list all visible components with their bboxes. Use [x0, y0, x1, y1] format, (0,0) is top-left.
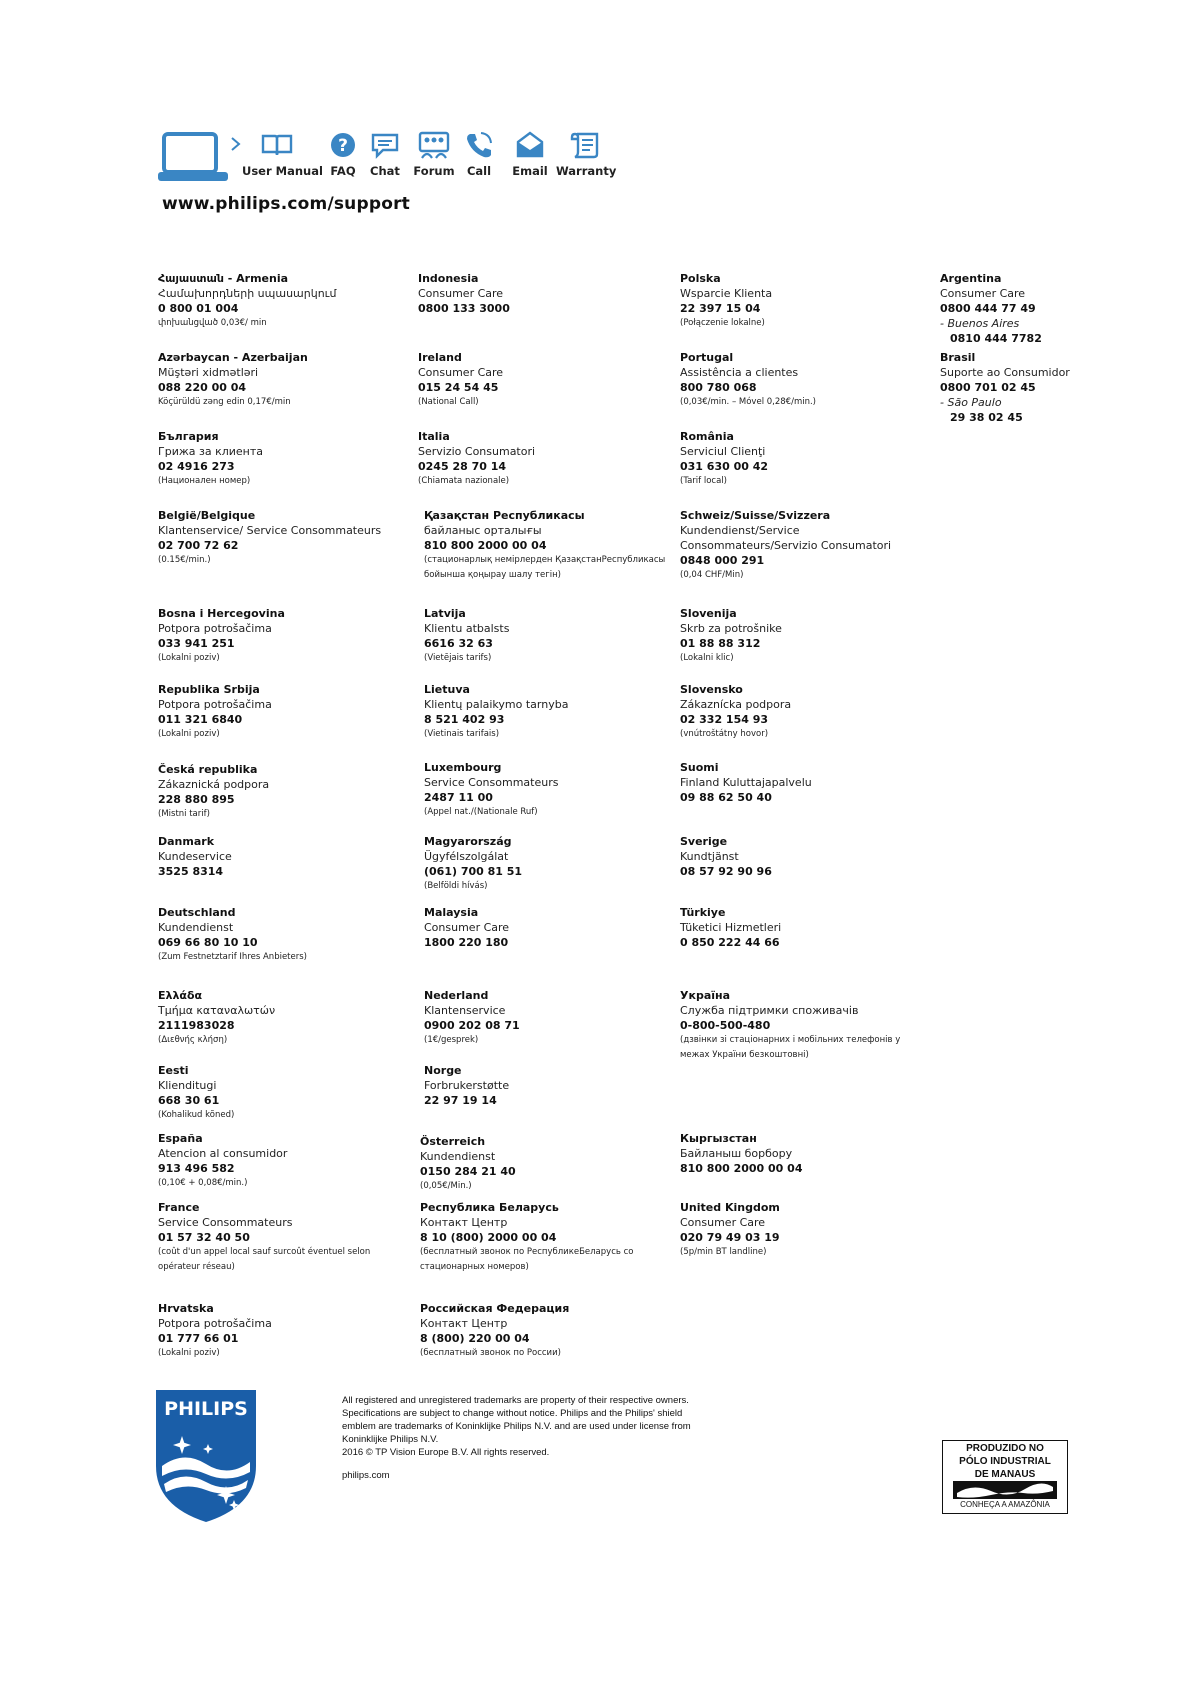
contact-phone-number[interactable]: 0800 444 77 49 [940, 302, 1036, 315]
contact-service: Assistência a clientes [680, 366, 799, 379]
contact-entry [158, 1131, 408, 1191]
legal-line: 2016 © TP Vision Europe B.V. All rights reserved. [342, 1447, 550, 1458]
contact-phone-number[interactable]: 01 57 32 40 50 [158, 1231, 250, 1244]
amazon-wave-emblem [953, 1481, 1057, 1499]
contact-tariff: (дзвінки зі стаціонарних і мобільних телефонів у межах України безкоштовні) [680, 1035, 901, 1060]
support-url-link[interactable]: www.philips.com/support [162, 194, 411, 214]
contact-tariff: (5p/min BT landline) [680, 1247, 767, 1257]
contact-phone-number[interactable]: 8 (800) 220 00 04 [420, 1332, 530, 1345]
contact-country: Polska [680, 272, 721, 285]
contact-service: Atencion al consumidor [158, 1147, 288, 1160]
contact-tariff: (Belföldi hívás) [424, 881, 488, 891]
nav-faq[interactable] [326, 130, 360, 178]
contact-service: Ügyfélszolgálat [424, 850, 509, 863]
contact-country: Magyarország [424, 835, 512, 848]
contact-country: Lietuva [424, 683, 470, 696]
contact-phone-number[interactable]: 0810 444 7782 [950, 332, 1042, 345]
contact-phone-number[interactable]: 810 800 2000 00 04 [424, 539, 547, 552]
contact-tariff: (Vietinais tarifais) [424, 729, 500, 739]
email-icon [515, 130, 545, 160]
contact-country: Slovenija [680, 607, 737, 620]
contact-phone-number[interactable]: 0 850 222 44 66 [680, 936, 780, 949]
legal-line: Koninklijke Philips N.V. [342, 1434, 439, 1445]
contact-country: Argentina [940, 272, 1002, 285]
contact-country: Luxembourg [424, 761, 502, 774]
contact-phone-number[interactable]: 015 24 54 45 [418, 381, 499, 394]
contact-tariff: փոխանցված 0,03€/ min [158, 318, 267, 328]
philips-site-link[interactable]: philips.com [342, 1470, 390, 1481]
contact-phone-number[interactable]: 020 79 49 03 19 [680, 1231, 780, 1244]
contact-service: Consumer Care [940, 287, 1026, 300]
contact-service: Wsparcie Klienta [680, 287, 773, 300]
contact-entry [158, 508, 408, 568]
contact-service: Tüketici Hizmetleri [680, 921, 782, 934]
contact-country: Ελλάδα [158, 989, 203, 1002]
contact-tariff: (Mistni tarif) [158, 809, 210, 819]
contact-country: Україна [680, 989, 731, 1002]
contact-service: Служба підтримки споживачів [680, 1004, 859, 1017]
contact-country: Eesti [158, 1064, 189, 1077]
contact-service: Serviciul Clienţi [680, 445, 766, 458]
contact-tariff: (Appel nat./(Nationale Ruf) [424, 807, 538, 817]
contact-service: Контакт Центр [420, 1317, 508, 1330]
contact-service: Potpora potrošačima [158, 1317, 272, 1330]
contact-country: Azərbaycan - Azerbaijan [158, 351, 308, 364]
manaus-line: PRODUZIDO NO [966, 1443, 1044, 1454]
contact-entry [680, 271, 930, 331]
contact-entry [420, 1134, 670, 1194]
contact-country: Nederland [424, 989, 489, 1002]
contact-entry [418, 271, 668, 316]
contact-entry [420, 1200, 670, 1275]
contact-service: Klientu atbalsts [424, 622, 510, 635]
nav-label: Forum [413, 164, 455, 178]
contact-service: Klantenservice/ Service Consommateurs [158, 524, 382, 537]
contact-entry [158, 988, 408, 1048]
contact-country: Malaysia [424, 906, 479, 919]
contact-service: Zákaznická podpora [158, 778, 270, 791]
contact-entry [158, 762, 408, 822]
contact-tariff: (бесплатный звонок по РеспубликеБеларусь со стационарных номеров) [420, 1247, 634, 1272]
contact-entry [680, 606, 930, 666]
contact-phone-number[interactable]: 800 780 068 [680, 381, 757, 394]
legal-line: All registered and unregistered trademarks are property of their respective owners. [342, 1395, 689, 1406]
phone-icon [463, 130, 495, 160]
contact-phone-number[interactable]: 01 777 66 01 [158, 1332, 239, 1345]
contact-service: Service Consommateurs [424, 776, 559, 789]
contact-service: Finland Kuluttajapalvelu [680, 776, 812, 789]
contact-country: Slovensko [680, 683, 743, 696]
contact-phone-number[interactable]: 0-800-500-480 [680, 1019, 771, 1032]
contact-entry [680, 682, 930, 742]
contact-service: Service Consommateurs [158, 1216, 293, 1229]
contact-service: Контакт Центр [420, 1216, 508, 1229]
contact-service: Kundeservice [158, 850, 232, 863]
contact-service: Zákaznícka podpora [680, 698, 792, 711]
contact-entry [424, 834, 674, 894]
contact-tariff: (0,04 CHF/Min) [680, 570, 744, 580]
contact-service: Kundtjänst [680, 850, 739, 863]
contact-country: Indonesia [418, 272, 479, 285]
contact-entry [680, 760, 930, 805]
nav-label: FAQ [330, 164, 356, 178]
contact-country: Portugal [680, 351, 734, 364]
contact-entry [158, 905, 408, 965]
contact-service: Servizio Consumatori [418, 445, 536, 458]
contact-phone-number[interactable]: 0150 284 21 40 [420, 1165, 516, 1178]
contact-country: Norge [424, 1064, 462, 1077]
contact-country: Deutschland [158, 906, 236, 919]
contact-country: Republika Srbija [158, 683, 260, 696]
contact-tariff: Köçürüldü zəng edin 0,17€/min [158, 397, 291, 407]
contact-tariff: (Lokalni poziv) [158, 729, 220, 739]
contact-country: Schweiz/Suisse/Svizzera [680, 509, 831, 522]
nav-user-manual[interactable] [242, 130, 323, 178]
nav-label: Call [466, 164, 492, 178]
contact-service: Suporte ao Consumidor [940, 366, 1070, 379]
contact-service: Грижа за клиента [158, 445, 264, 458]
contact-country: Hrvatska [158, 1302, 214, 1315]
contact-phone-number[interactable]: 02 332 154 93 [680, 713, 769, 726]
contact-entry [680, 508, 930, 583]
contact-country: Suomi [680, 761, 719, 774]
contact-tariff: (Lokalni poziv) [158, 653, 220, 663]
contact-country: France [158, 1201, 200, 1214]
contact-phone-number[interactable]: 01 88 88 312 [680, 637, 761, 650]
contact-entry [680, 905, 930, 950]
contact-phone-number[interactable]: 3525 8314 [158, 865, 224, 878]
contact-service: Consumer Care [418, 287, 504, 300]
contact-entry [424, 1063, 674, 1108]
contact-tariff: (Национален номер) [158, 476, 251, 486]
contact-country: Հայաստան - Armenia [158, 272, 289, 285]
contact-phone-number[interactable]: 810 800 2000 00 04 [680, 1162, 803, 1175]
nav-forum[interactable] [412, 130, 456, 178]
chat-icon [369, 130, 401, 160]
contact-tariff: (0,10€ + 0,08€/min.) [158, 1178, 248, 1188]
contact-service: Potpora potrošačima [158, 622, 272, 635]
contact-tariff: (Lokalni klic) [680, 653, 734, 663]
contact-phone-number[interactable]: 011 321 6840 [158, 713, 243, 726]
contact-entry [158, 1063, 408, 1123]
contact-phone-number[interactable]: (061) 700 81 51 [424, 865, 523, 878]
contact-phone-number[interactable]: 031 630 00 42 [680, 460, 769, 473]
nav-call[interactable] [462, 130, 496, 178]
contact-entry [424, 905, 674, 950]
contact-phone-number[interactable]: 02 4916 273 [158, 460, 235, 473]
contact-service: Klantenservice [424, 1004, 506, 1017]
contact-phone-number[interactable]: 02 700 72 62 [158, 539, 239, 552]
philips-wordmark: PHILIPS [164, 1398, 248, 1420]
contact-service: Potpora potrošačima [158, 698, 272, 711]
contact-country: Česká republika [158, 763, 258, 776]
contact-service: Համախորդների սպասարկում [158, 287, 337, 300]
legal-line: Specifications are subject to change without notice. Philips and the Philips' shield [342, 1408, 683, 1419]
contact-entry [158, 429, 408, 489]
contact-service: Consumer Care [680, 1216, 766, 1229]
contact-country: România [680, 430, 734, 443]
contact-entry [424, 988, 674, 1048]
contact-phone-number[interactable]: 22 397 15 04 [680, 302, 761, 315]
contact-phone-number[interactable]: 2111983028 [158, 1019, 235, 1032]
contact-entry [424, 508, 674, 583]
contact-phone-number[interactable]: 6616 32 63 [424, 637, 493, 650]
contact-entry [680, 350, 930, 410]
contact-entry [680, 988, 930, 1063]
legal-notice [342, 1394, 762, 1459]
contact-country: Кыргызстан [680, 1132, 757, 1145]
contact-service: Kundendienst [420, 1150, 496, 1163]
contact-service: байланыс орталығы [424, 524, 542, 537]
contact-tariff: (Chiamata nazionale) [418, 476, 510, 486]
contact-phone-number[interactable]: 668 30 61 [158, 1094, 220, 1107]
manaus-badge [942, 1440, 1068, 1514]
contact-service: Skrb za potrošnike [680, 622, 782, 635]
manaus-line: CONHEÇA A AMAZÔNIA [960, 1500, 1050, 1509]
contact-entry [420, 1301, 670, 1361]
contact-tariff: (1€/gesprek) [424, 1035, 479, 1045]
contact-country: Brasil [940, 351, 976, 364]
contact-tariff: (0,05€/Min.) [420, 1181, 472, 1191]
warranty-icon [569, 130, 603, 160]
nav-label: Chat [370, 164, 400, 178]
nav-label: Warranty [556, 164, 617, 178]
contact-entry [158, 350, 408, 410]
philips-shield-logo [154, 1388, 258, 1524]
contact-country: Қазақстан Республикасы [424, 509, 585, 522]
nav-label: Email [512, 164, 548, 178]
contact-country: United Kingdom [680, 1201, 780, 1214]
contact-country: Ireland [418, 351, 462, 364]
contact-phone-number[interactable]: 0800 133 3000 [418, 302, 510, 315]
contact-service: Τμήμα καταναλωτών [158, 1004, 276, 1017]
contact-phone-number[interactable]: 228 880 895 [158, 793, 235, 806]
contact-service: Müştəri xidmətləri [158, 366, 259, 379]
legal-line: emblem are trademarks of Koninklijke Philips N.V. and are used under license from [342, 1421, 691, 1432]
contact-tariff: (Kohalikud kõned) [158, 1110, 235, 1120]
contact-entry [680, 1131, 930, 1176]
contact-phone-number[interactable]: 09 88 62 50 40 [680, 791, 772, 804]
contact-entry [940, 350, 1190, 425]
contact-country: България [158, 430, 219, 443]
contact-phone-number[interactable]: 0245 28 70 14 [418, 460, 507, 473]
contact-phone-number[interactable]: 0 800 01 004 [158, 302, 239, 315]
contact-service: Байланыш борбору [680, 1147, 793, 1160]
contact-country: Latvija [424, 607, 466, 620]
contact-tariff: (0.15€/min.) [158, 555, 211, 565]
contact-city: - Buenos Aires [940, 317, 1020, 330]
contact-tariff: (Διεθνής κλήση) [158, 1035, 228, 1045]
contact-service: Kundendienst/Service Consommateurs/Servizio Consumatori [680, 524, 892, 552]
contact-country: Республика Беларусь [420, 1201, 559, 1214]
contact-country: España [158, 1132, 203, 1145]
contact-phone-number[interactable]: 0848 000 291 [680, 554, 765, 567]
contact-entry [424, 760, 674, 820]
contact-tariff: (National Call) [418, 397, 479, 407]
contact-entry [158, 1301, 408, 1361]
contact-entry [680, 834, 930, 879]
contact-entry [424, 606, 674, 666]
contact-tariff: (Zum Festnetztarif Ihres Anbieters) [158, 952, 307, 962]
contact-entry [680, 429, 930, 489]
contact-country: Türkiye [680, 906, 726, 919]
contact-service: Klienditugi [158, 1079, 217, 1092]
contact-tariff: (бесплатный звонок по России) [420, 1348, 561, 1358]
contact-tariff: (0,03€/min. – Móvel 0,28€/min.) [680, 397, 816, 407]
contact-phone-number[interactable]: 29 38 02 45 [950, 411, 1023, 424]
chevron-right-icon [229, 136, 243, 152]
contact-phone-number[interactable]: 8 10 (800) 2000 00 04 [420, 1231, 557, 1244]
contact-country: Italia [418, 430, 450, 443]
nav-label: User Manual [242, 164, 323, 178]
manaus-line: DE MANAUS [974, 1469, 1036, 1480]
contact-phone-number[interactable]: 069 66 80 10 10 [158, 936, 258, 949]
contact-service: Forbrukerstøtte [424, 1079, 510, 1092]
contact-tariff: (Połączenie lokalne) [680, 318, 765, 328]
nav-warranty[interactable] [556, 130, 616, 178]
contact-entry [158, 682, 408, 742]
contact-service: Klientų palaikymo tarnyba [424, 698, 569, 711]
svg-text:?: ? [338, 136, 348, 156]
contact-entry [680, 1200, 930, 1260]
contact-entry [158, 834, 408, 879]
contact-phone-number[interactable]: 2487 11 00 [424, 791, 493, 804]
contact-entry [158, 606, 408, 666]
contact-tariff: (Vietējais tarifs) [424, 653, 492, 663]
contact-country: Österreich [420, 1135, 486, 1148]
contact-country: Sverige [680, 835, 728, 848]
contact-entry [940, 271, 1190, 346]
contact-phone-number[interactable]: 033 941 251 [158, 637, 235, 650]
contact-phone-number[interactable]: 1800 220 180 [424, 936, 509, 949]
contact-city: - São Paulo [940, 396, 1002, 409]
contact-country: Danmark [158, 835, 215, 848]
manaus-line: PÓLO INDUSTRIAL [959, 1456, 1051, 1467]
contact-phone-number[interactable]: 0900 202 08 71 [424, 1019, 520, 1032]
contact-entry [424, 682, 674, 742]
contact-entry [418, 350, 668, 410]
contact-service: Kundendienst [158, 921, 234, 934]
contact-service: Consumer Care [424, 921, 510, 934]
contact-phone-number[interactable]: 8 521 402 93 [424, 713, 505, 726]
contact-tariff: (стационарлық немірлерден ҚазақстанРеспубликасы бойынша қоңырау шалу тегін) [424, 555, 666, 580]
question-icon [328, 130, 358, 160]
laptop-icon [158, 132, 228, 184]
nav-chat[interactable] [366, 130, 404, 178]
contact-tariff: (Tarif local) [680, 476, 727, 486]
contact-phone-number[interactable]: 913 496 582 [158, 1162, 235, 1175]
contact-phone-number[interactable]: 08 57 92 90 96 [680, 865, 772, 878]
contact-country: België/Belgique [158, 509, 256, 522]
contact-country: Bosna i Hercegovina [158, 607, 285, 620]
contact-tariff: (vnútroštátny hovor) [680, 729, 769, 739]
contact-service: Consumer Care [418, 366, 504, 379]
contact-phone-number[interactable]: 22 97 19 14 [424, 1094, 497, 1107]
contact-tariff: (Lokalni poziv) [158, 1348, 220, 1358]
contact-entry [158, 1200, 408, 1275]
nav-email[interactable] [510, 130, 550, 178]
contact-entry [418, 429, 668, 489]
contact-phone-number[interactable]: 0800 701 02 45 [940, 381, 1036, 394]
contact-tariff: (coût d'un appel local sauf surcoût éventuel selon opérateur réseau) [158, 1247, 371, 1272]
contact-phone-number[interactable]: 088 220 00 04 [158, 381, 247, 394]
contact-country: Российская Федерация [420, 1302, 570, 1315]
contact-entry [158, 271, 408, 331]
forum-icon [416, 130, 452, 160]
book-icon [260, 130, 294, 160]
